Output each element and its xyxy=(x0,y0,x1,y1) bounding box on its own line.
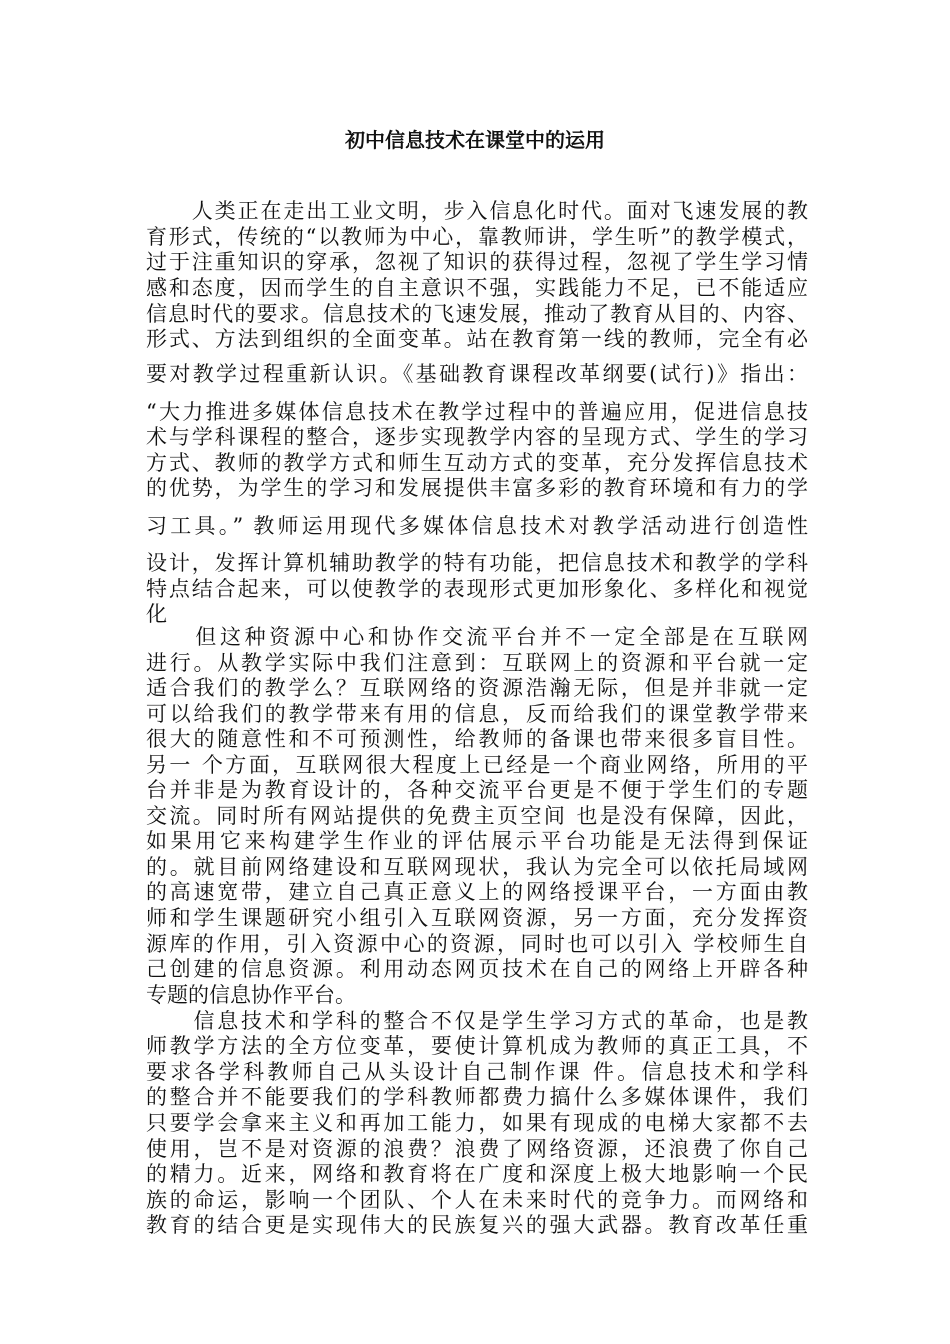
body-text-line: 的。就目前网络建设和互联网现状，我认为完全可以依托局域网 xyxy=(146,855,808,879)
body-text-line: 的整合并不能要我们的学科教师都费力搞什么多媒体课件，我们 xyxy=(146,1085,808,1109)
body-text-line: 只要学会拿来主义和再加工能力，如果有现成的电梯大家都不去 xyxy=(146,1111,808,1135)
body-text-line: 特点结合起来，可以使教学的表现形式更加形象化、多样化和视觉 xyxy=(146,577,808,601)
body-text-line: 进行。从教学实际中我们注意到：互联网上的资源和平台就一定 xyxy=(146,651,808,675)
body-text-line: 师和学生课题研究小组引入互联网资源，另一方面，充分发挥资 xyxy=(146,906,808,930)
body-text-line: 形式、方法到组织的全面变革。站在教育第一线的教师，完全有必 xyxy=(146,327,808,351)
body-text-line: 过于注重知识的穿承，忽视了知识的获得过程，忽视了学生学习情 xyxy=(146,250,808,274)
body-text-line: 习工具。” 教师运用现代多媒体信息技术对教学活动进行创造性 xyxy=(146,514,808,538)
body-text-line: 台并非是为教育设计的，各种交流平台更是不便于学生们的专题 xyxy=(146,778,808,802)
body-text-line: 信息时代的要求。信息技术的飞速发展，推动了教育从目的、内容、 xyxy=(146,302,808,326)
body-text-line: 育形式，传统的“以教师为中心，靠教师讲，学生听”的教学模式， xyxy=(146,225,808,249)
body-text-line: 族的命运，影响一个团队、个人在未来时代的竞争力。而网络和 xyxy=(146,1188,808,1212)
body-text-line: 信息技术和学科的整合不仅是学生学习方式的革命，也是教 xyxy=(146,1009,808,1033)
body-text-line: 人类正在走出工业文明，步入信息化时代。面对飞速发展的教 xyxy=(146,199,808,223)
body-text-line: 设计，发挥计算机辅助教学的特有功能，把信息技术和教学的学科 xyxy=(146,551,808,575)
body-text-line: 的精力。近来，网络和教育将在广度和深度上极大地影响一个民 xyxy=(146,1162,808,1186)
body-text-line: 但这种资源中心和协作交流平台并不一定全部是在互联网 xyxy=(146,625,808,649)
body-text-line: 如果用它来构建学生作业的评估展示平台功能是无法得到保证 xyxy=(146,829,808,853)
body-text-line: 源库的作用，引入资源中心的资源，同时也可以引入 学校师生自 xyxy=(146,932,808,956)
page-title: 初中信息技术在课堂中的运用 xyxy=(345,128,605,152)
body-text-line: 可以给我们的教学带来有用的信息，反而给我们的课堂教学带来 xyxy=(146,702,808,726)
body-text-line: 使用，岂不是对资源的浪费？浪费了网络资源，还浪费了你自己 xyxy=(146,1137,808,1161)
body-text-line: 另一 个方面，互联网很大程度上已经是一个商业网络，所用的平 xyxy=(146,753,808,777)
body-text-line: 己创建的信息资源。利用动态网页技术在自己的网络上开辟各种 xyxy=(146,957,808,981)
body-text-line: 的优势，为学生的学习和发展提供丰富多彩的教育环境和有力的学 xyxy=(146,476,808,500)
body-text-line: 化 xyxy=(146,602,167,626)
body-text-line: 要求各学科教师自己从头设计自己制作课 件。信息技术和学科 xyxy=(146,1060,808,1084)
body-text-line: 教育的结合更是实现伟大的民族复兴的强大武器。教育改革任重 xyxy=(146,1213,808,1237)
body-text-line: 专题的信息协作平台。 xyxy=(146,983,356,1007)
body-text-line: 感和态度，因而学生的自主意识不强，实践能力不足，已不能适应 xyxy=(146,276,808,300)
body-text-line: 很大的随意性和不可预测性，给教师的备课也带来很多盲目性。 xyxy=(146,727,808,751)
body-text-line: “大力推进多媒体信息技术在教学过程中的普遍应用，促进信息技 xyxy=(146,400,808,424)
body-text-line: 适合我们的教学么？互联网络的资源浩瀚无际，但是并非就一定 xyxy=(146,676,808,700)
body-text-line: 术与学科课程的整合，逐步实现教学内容的呈现方式、学生的学习 xyxy=(146,425,808,449)
body-text-line: 交流。同时所有网站提供的免费主页空间 也是没有保障，因此， xyxy=(146,804,808,828)
body-text-line: 的高速宽带，建立自己真正意义上的网络授课平台，一方面由教 xyxy=(146,880,808,904)
body-text-line: 师教学方法的全方位变革，要使计算机成为教师的真正工具，不 xyxy=(146,1034,808,1058)
body-text-line: 方式、教师的教学方式和师生互动方式的变革，充分发挥信息技术 xyxy=(146,451,808,475)
body-text-line: 要对教学过程重新认识。《基础教育课程改革纲要(试行)》指出： xyxy=(146,362,808,386)
